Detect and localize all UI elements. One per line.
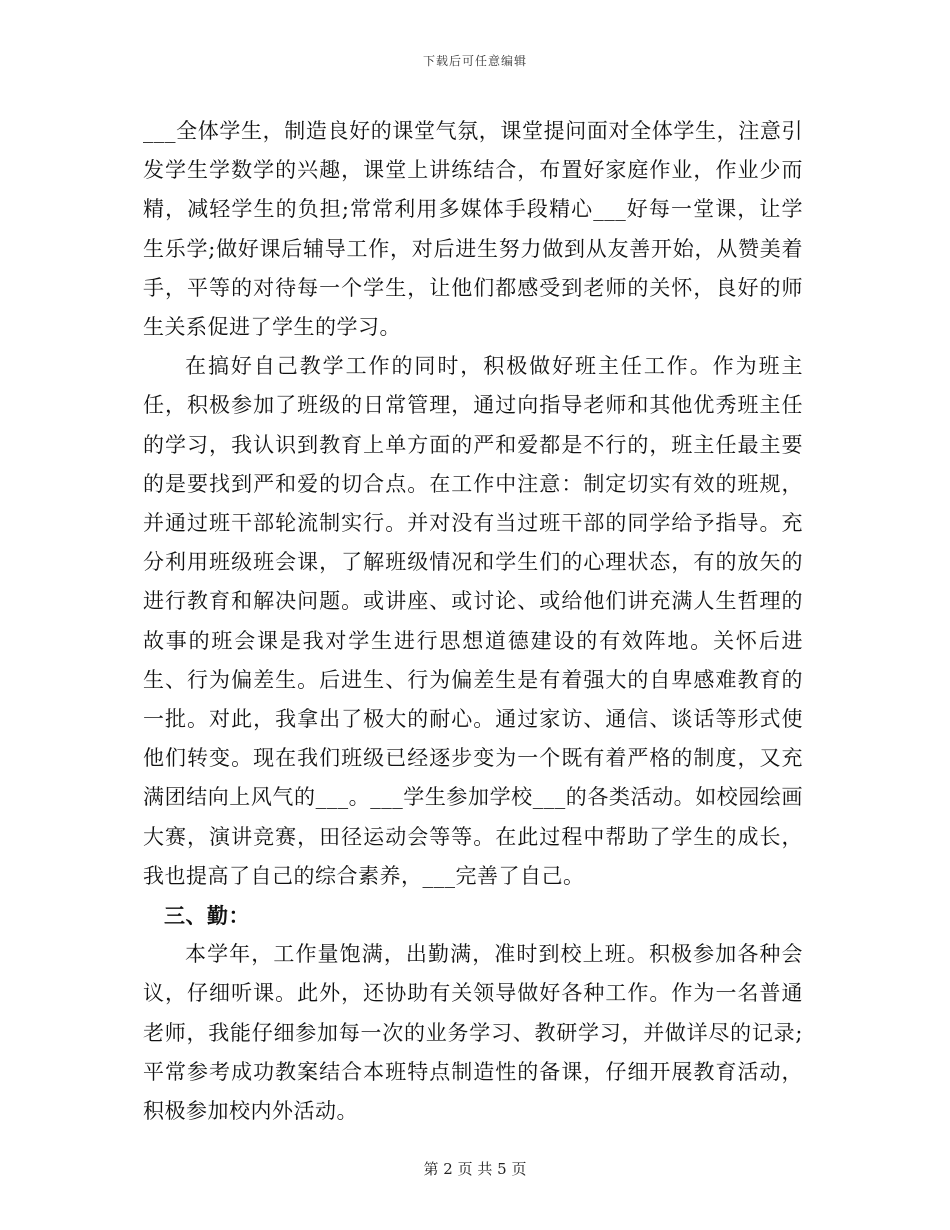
document-body <box>143 112 803 1131</box>
paragraph: ___全体学生，制造良好的课堂气氛，课堂提问面对全体学生，注意引发学生学数学的兴趣，课堂上讲练结合，布置好家庭作业，作业少而精，减轻学生的负担;常常利用多媒体手段精心___好每一堂课，让学生乐学;做好课后辅导工作，对后进生努力做到从友善开始，从赞美着手，平等的对待每一个学生，让他们都感受到老师的关怀，良好的师生关系促进了学生的学习。 <box>143 119 803 340</box>
page-number: 第 2 页 共 5 页 <box>423 1160 527 1178</box>
page-header: 下载后可任意编辑 <box>422 54 527 68</box>
paragraph: 本学年，工作量饱满，出勤满，准时到校上班。积极参加各种会议，仔细听课。此外，还协助有关领导做好各种工作。作为一名普通老师，我能仔细参加每一次的业务学习、教研学习，并做详尽的记录;平常参考成功教案结合本班特点制造性的备课，仔细开展教育活动，积极参加校内外活动。 <box>143 942 803 1124</box>
section-heading: 三、勤： <box>164 903 250 929</box>
paragraph: 在搞好自己教学工作的同时，积极做好班主任工作。作为班主任，积极参加了班级的日常管理，通过向指导老师和其他优秀班主任的学习，我认识到教育上单方面的严和爱都是不行的，班主任最主要的是要找到严和爱的切合点。在工作中注意：制定切实有效的班规，并通过班干部轮流制实行。并对没有当过班干部的同学给予指导。充分利用班级班会课，了解班级情况和学生们的心理状态，有的放矢的进行教育和解决问题。或讲座、或讨论、或给他们讲充满人生哲理的故事的班会课是我对学生进行思想道德建设的有效阵地。关怀后进生、行为偏差生。后进生、行为偏差生是有着强大的自卑感难教育的一批。对此，我拿出了极大的耐心。通过家访、通信、谈话等形式使他们转变。现在我们班级已经逐步变为一个既有着严格的制度，又充满团结向上风气的___。___学生参加学校___的各类活动。如校园绘画大赛，演讲竞赛，田径运动会等等。在此过程中帮助了学生的成长，我也提高了自己的综合素养，___完善了自己。 <box>143 354 803 888</box>
